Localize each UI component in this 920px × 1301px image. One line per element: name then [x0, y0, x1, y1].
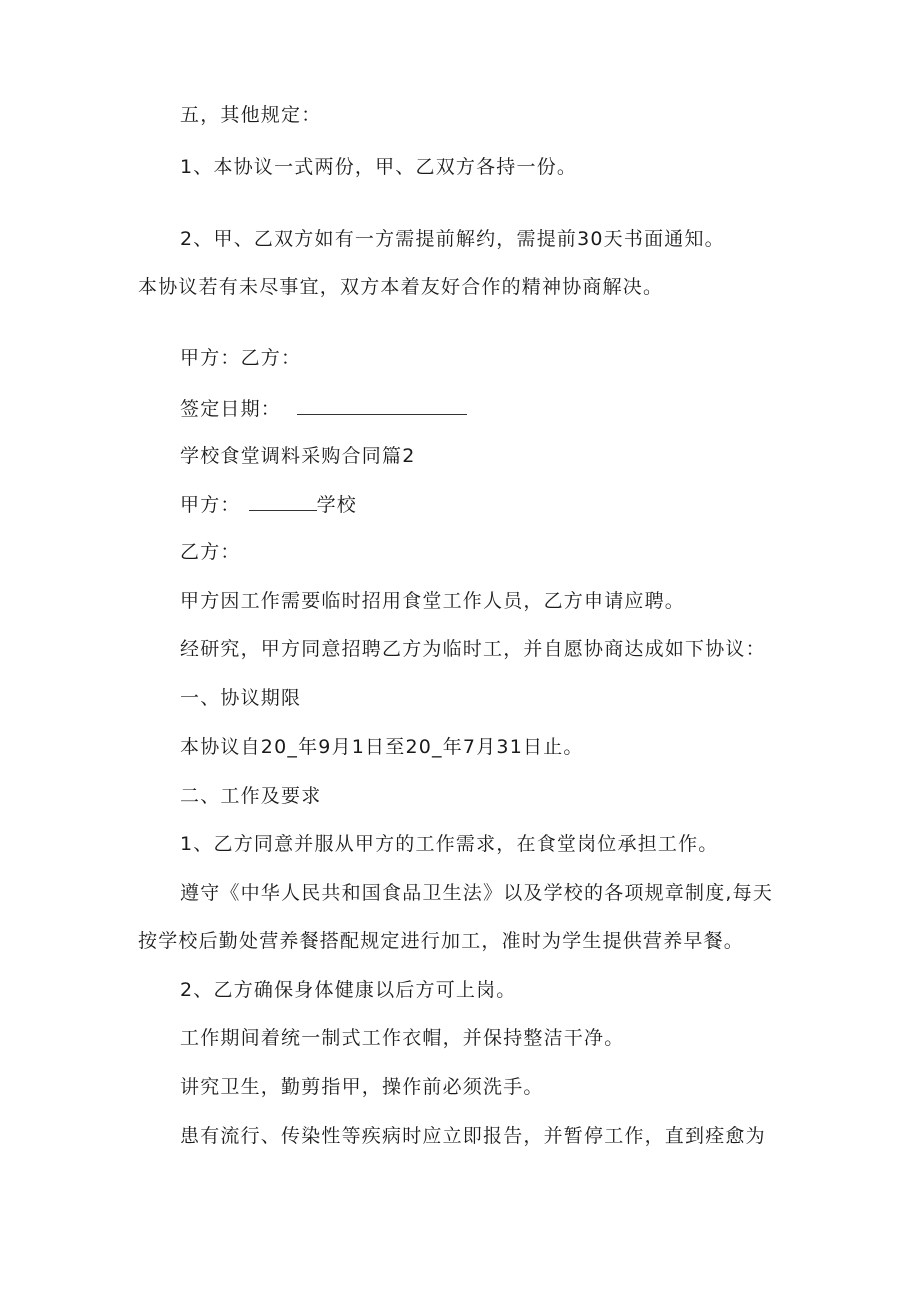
paragraph-line: 遵守《中华人民共和国食品卫生法》以及学校的各项规章制度,每天 — [180, 882, 774, 904]
paragraph-line: 甲方因工作需要临时招用食堂工作人员，乙方申请应聘。 — [180, 590, 686, 612]
party-a-row — [180, 492, 357, 517]
paragraph-line: 本协议若有未尽事宜，双方本着友好合作的精神协商解决。 — [138, 276, 664, 298]
sign-date-blank — [297, 396, 467, 415]
paragraph-line: 患有流行、传染性等疾病时应立即报告，并暂停工作，直到痊愈为 — [180, 1125, 766, 1147]
party-a-school: 学校 — [316, 494, 358, 516]
sign-date-label: 签定日期： — [180, 398, 282, 420]
party-a-label: 甲方： — [180, 494, 241, 516]
paragraph-line: 1、乙方同意并服从甲方的工作需求，在食堂岗位承担工作。 — [180, 833, 719, 855]
sign-date-row — [180, 396, 467, 421]
paragraph-line: 1、本协议一式两份，甲、乙双方各持一份。 — [180, 156, 578, 178]
section-heading-duties: 二、工作及要求 — [180, 785, 322, 807]
paragraph-line: 按学校后勤处营养餐搭配规定进行加工，准时为学生提供营养早餐。 — [138, 930, 745, 952]
section-heading-other-rules: 五，其他规定： — [180, 104, 322, 126]
paragraph-line: 工作期间着统一制式工作衣帽，并保持整洁干净。 — [180, 1027, 625, 1049]
paragraph-line: 讲究卫生，勤剪指甲，操作前必须洗手。 — [180, 1076, 544, 1098]
party-b-label: 乙方： — [180, 541, 241, 563]
section-heading-term: 一、协议期限 — [180, 687, 302, 709]
party-labels: 甲方：乙方： — [180, 347, 302, 369]
contract-title: 学校食堂调料采购合同篇2 — [180, 445, 416, 467]
paragraph-line: 本协议自20_年9月1日至20_年7月31日止。 — [180, 736, 584, 758]
paragraph-line: 经研究，甲方同意招聘乙方为临时工，并自愿协商达成如下协议： — [180, 638, 766, 660]
paragraph-line: 2、甲、乙双方如有一方需提前解约，需提前30天书面通知。 — [180, 228, 725, 250]
paragraph-line: 2、乙方确保身体健康以后方可上岗。 — [180, 979, 517, 1001]
party-a-blank — [249, 492, 317, 511]
